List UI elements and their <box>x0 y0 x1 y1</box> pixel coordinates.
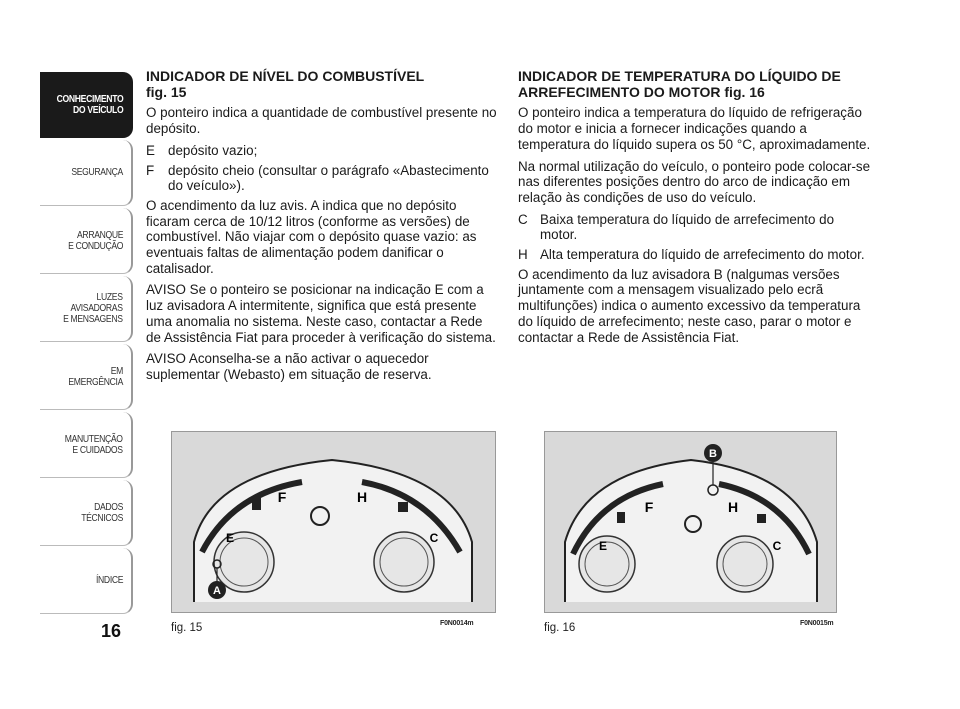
item-key: H <box>518 247 528 263</box>
fuel-paragraph-3: AVISO Se o ponteiro se posicionar na indicação E com a luz avisadora A intermitente, significa que está presente uma anomalia no sistema. Neste caso, contactar a Rede de Assistência Fiat para proceder à verificação do sistema. <box>146 282 496 345</box>
marker-b-label: B <box>709 448 717 460</box>
temp-paragraph-1: O ponteiro indica a temperatura do líquido de refrigeração do motor e inicia a fornecer indicações quando a temperatura do líquido supera os 50 °C, aproximadamente. <box>518 105 871 152</box>
tab-label: ARRANQUE E CONDUÇÃO <box>67 228 123 252</box>
fuel-heading <box>146 69 501 100</box>
temp-paragraph-2: Na normal utilização do veículo, o ponteiro pode colocar-se nas diferentes posições dentro do arco de indicação em relação às condições de uso do veículo. <box>518 158 871 205</box>
temp-c-label: C <box>429 531 439 545</box>
list-item <box>146 143 501 159</box>
tab-manutencao[interactable] <box>40 412 133 478</box>
tab-emergencia[interactable] <box>40 344 133 410</box>
item-text: Alta temperatura do líquido de arrefecimento do motor. <box>540 247 865 263</box>
fig15-code: F0N0014m <box>440 620 474 627</box>
fuel-e-label: E <box>598 539 608 553</box>
fuel-pump-icon <box>617 512 625 523</box>
tab-indice[interactable] <box>40 548 133 614</box>
fuel-f-label: F <box>644 499 654 515</box>
right-column <box>518 69 873 351</box>
tab-conhecimento[interactable] <box>40 72 133 138</box>
fuel-heading-figref: fig. 15 <box>146 83 187 100</box>
fuel-f-label: F <box>277 489 287 505</box>
temp-heading <box>518 69 873 100</box>
tab-label: LUZES AVISADORAS E MENSAGENS <box>63 291 123 325</box>
marker-a-label: A <box>213 585 221 597</box>
temp-paragraph-3: O acendimento da luz avisadora B (nalgumas versões juntamente com a mensagem visualizado pelo ecrã multifunções) indica o aumento excessivo da temperatura do líquido de arrefecimento; neste caso, parar o motor e contactar a Rede de Assistência Fiat. <box>518 266 861 345</box>
tab-label: CONHECIMENTO DO VEÍCULO <box>56 92 123 116</box>
list-item <box>518 212 873 243</box>
temp-h-label: H <box>727 499 739 515</box>
left-column <box>146 69 501 389</box>
gauge-illustration-fuel <box>172 432 497 614</box>
item-key: C <box>518 211 528 227</box>
page-number: 16 <box>101 621 122 641</box>
fig16-code: F0N0015m <box>800 620 834 627</box>
tab-label: SEGURANÇA <box>71 166 123 178</box>
fuel-paragraph-1: O ponteiro indica a quantidade de combustível presente no depósito. <box>146 105 497 137</box>
item-text: Baixa temperatura do líquido de arrefecimento do motor. <box>540 211 835 243</box>
thermometer-icon <box>757 514 766 523</box>
tab-label: EM EMERGÊNCIA <box>68 364 123 388</box>
figure-16 <box>544 431 837 613</box>
item-key: F <box>146 162 155 178</box>
tab-label: DADOS TÉCNICOS <box>81 500 123 524</box>
temp-heading-figref: fig. 16 <box>724 83 765 100</box>
fig16-caption: fig. 16 <box>544 622 576 634</box>
item-text: depósito cheio (consultar o parágrafo «Abastecimento do veículo»). <box>168 162 489 194</box>
section-sidebar <box>40 72 133 616</box>
fuel-paragraph-4: AVISO Aconselha-se a não activar o aquecedor suplementar (Webasto) em situação de reserva. <box>146 351 432 382</box>
fuel-heading-text: INDICADOR DE NÍVEL DO COMBUSTÍVEL <box>146 68 425 84</box>
list-item <box>518 247 873 263</box>
tab-label: MANUTENÇÃO E CUIDADOS <box>65 432 123 456</box>
tab-seguranca[interactable] <box>40 140 133 206</box>
temp-heading-text: INDICADOR DE TEMPERATURA DO LÍQUIDO DE ARREFECIMENTO DO MOTOR <box>518 68 841 100</box>
gauge-illustration-temp <box>545 432 838 614</box>
fuel-e-label: E <box>225 531 235 545</box>
tab-arranque[interactable] <box>40 208 133 274</box>
fig15-caption: fig. 15 <box>171 622 203 634</box>
temp-h-label: H <box>356 489 368 505</box>
fuel-pump-icon <box>252 498 261 510</box>
item-key: E <box>146 142 155 158</box>
tab-label: ÍNDICE <box>95 574 123 586</box>
temp-c-label: C <box>772 539 782 553</box>
tab-luzes[interactable] <box>40 276 133 342</box>
figure-15 <box>171 431 496 613</box>
list-item <box>146 163 501 194</box>
item-text: depósito vazio; <box>168 142 258 158</box>
thermometer-icon <box>398 502 408 512</box>
fuel-paragraph-2: O acendimento da luz avis. A indica que no depósito ficaram cerca de 10/12 litros (conforme as versões) de combustível. Não viajar com o depósito quase vazio: as eventuais faltas de alimentação podem danificar o catalisador. <box>146 197 477 276</box>
tab-dados[interactable] <box>40 480 133 546</box>
